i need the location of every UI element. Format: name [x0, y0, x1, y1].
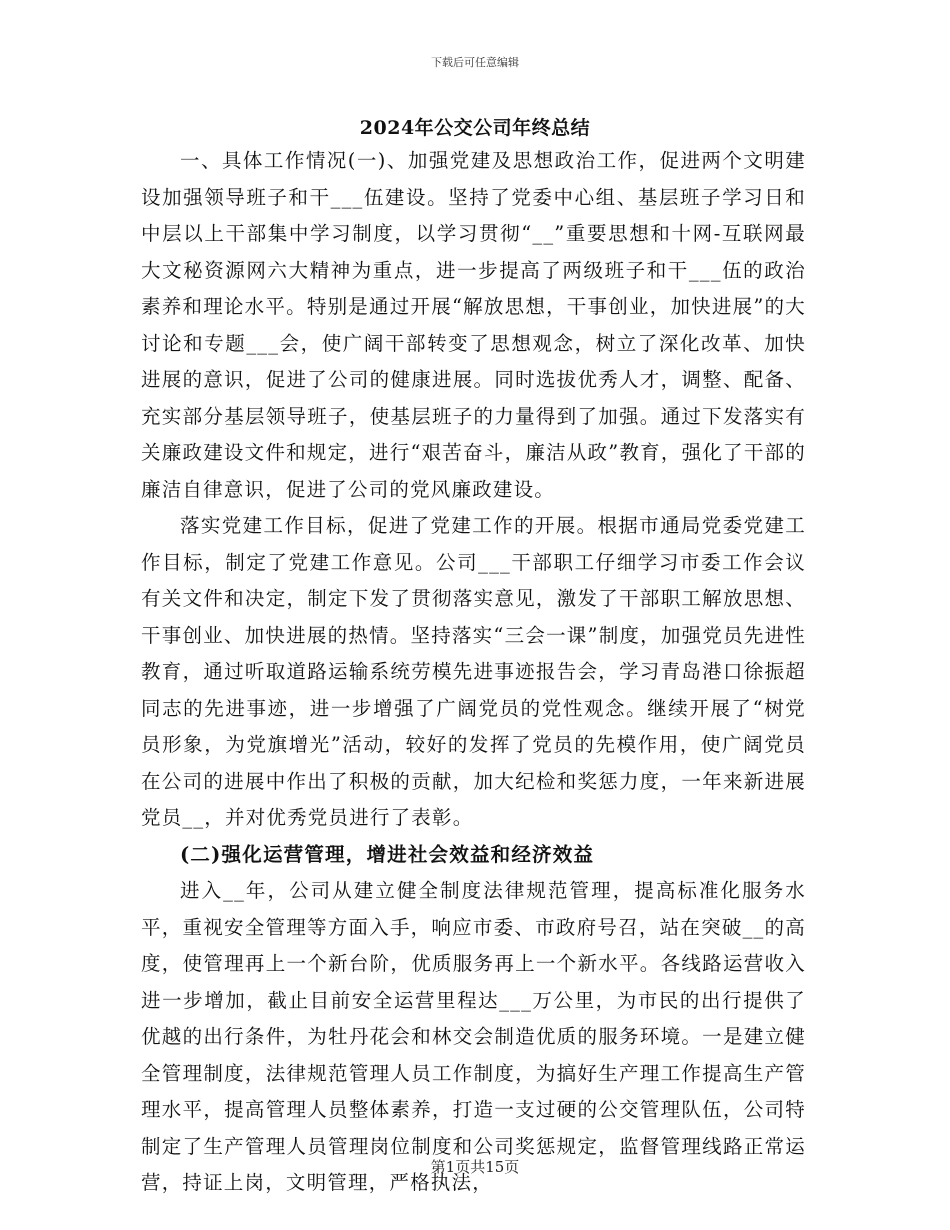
paragraph-operations: 进入__年，公司从建立健全制度法律规范管理，提高标准化服务水平，重视安全管理等方面入手，响应市委、市政府号召，站在突破__的高度，使管理再上一个新台阶，优质服务再上一个新水平。各线路运营收入进一步增加，截止目前安全运营里程达___万公里，为市民的出行提供了优越的出行条件，为牡丹花会和林交会制造优质的服务环境。一是建立健全管理制度，法律规范管理人员工作制度，为搞好生产理工作提高生产管理水平，提高管理人员整体素养，打造一支过硬的公交管理队伍，公司特制定了生产管理人员管理岗位制度和公司奖惩规定，监督管理线路正常运营，持证上岗，文明管理，严格执法， [141, 879, 806, 1194]
document-title: 2024年公交公司年终总结 [359, 117, 591, 139]
page-number-footer: 第1页共15页 [430, 1158, 520, 1176]
header-note: 下载后可任意编辑 [431, 56, 519, 69]
paragraph-party-building: 一、具体工作情况(一)、加强党建及思想政治工作，促进两个文明建设加强领导班子和干___伍建设。坚持了党委中心组、基层班子学习日和中层以上干部集中学习制度，以学习贯彻“__”重要思想和十网-互联网最大文秘资源网六大精神为重点，进一步提高了两级班子和干___伍的政治素养和理论水平。特别是通过开展“解放思想，干事创业，加快进展”的大讨论和专题___会，使广阔干部转变了思想观念，树立了深化改革、加快进展的意识，促进了公司的健康进展。同时选拔优秀人才，调整、配备、充实部分基层领导班子，使基层班子的力量得到了加强。通过下发落实有关廉政建设文件和规定，进行“艰苦奋斗，廉洁从政”教育，强化了干部的廉洁自律意识，促进了公司的党风廉政建设。 [141, 149, 806, 501]
document-body [141, 143, 806, 1202]
paragraph-party-goals: 落实党建工作目标，促进了党建工作的开展。根据市通局党委党建工作目标，制定了党建工作意见。公司___干部职工仔细学习市委工作会议有关文件和决定，制定下发了贯彻落实意见，激发了干部职工解放思想、干事创业、加快进展的热情。坚持落实“三会一课”制度，加强党员先进性教育，通过听取道路运输系统劳模先进事迹报告会，学习青岛港口徐振超同志的先进事迹，进一步增强了广阔党员的党性观念。继续开展了“树党员形象，为党旗增光”活动，较好的发挥了党员的先模作用，使广阔党员在公司的进展中作出了积极的贡献，加大纪检和奖惩力度，一年来新进展党员__，并对优秀党员进行了表彰。 [141, 514, 806, 829]
section-heading-operations: (二)强化运营管理，增进社会效益和经济效益 [180, 842, 595, 866]
